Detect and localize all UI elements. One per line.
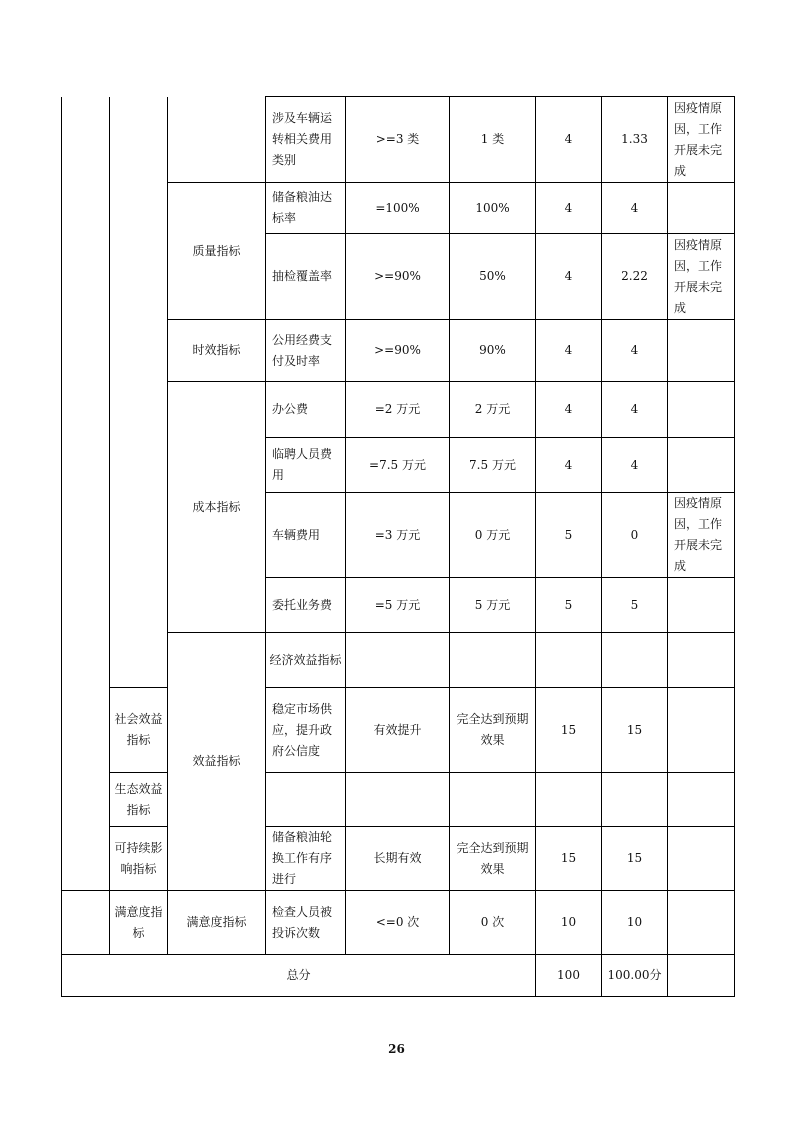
target-value: >=90%: [346, 320, 450, 382]
timeliness-indicator-label: 时效指标: [168, 320, 266, 382]
level1-cell-continued: [62, 97, 110, 891]
deviation-reason: 因疫情原因，工作开展未完成: [668, 493, 735, 578]
score-value: 0: [602, 493, 668, 578]
metric-name: 储备粮油轮换工作有序进行: [266, 827, 346, 891]
metric-name: [266, 773, 346, 827]
target-value: 有效提升: [346, 688, 450, 773]
metric-name: 检查人员被投诉次数: [266, 891, 346, 955]
total-weight: 100: [536, 955, 602, 997]
weight-value: 4: [536, 234, 602, 320]
score-value: [602, 773, 668, 827]
metric-name: 公用经费支付及时率: [266, 320, 346, 382]
metric-name: 稳定市场供应，提升政府公信度: [266, 688, 346, 773]
score-value: 2.22: [602, 234, 668, 320]
target-value: >=90%: [346, 234, 450, 320]
weight-value: 4: [536, 382, 602, 438]
actual-value: 90%: [450, 320, 536, 382]
actual-value: 0 次: [450, 891, 536, 955]
cost-indicator-label: 成本指标: [168, 382, 266, 633]
weight-value: 10: [536, 891, 602, 955]
actual-value: 7.5 万元: [450, 438, 536, 493]
score-value: 5: [602, 578, 668, 633]
level3-cell-continued: [168, 97, 266, 183]
deviation-reason: 因疫情原因，工作开展未完成: [668, 234, 735, 320]
weight-value: 15: [536, 688, 602, 773]
table-row: [62, 773, 735, 827]
target-value: =5 万元: [346, 578, 450, 633]
actual-value: 1 类: [450, 97, 536, 183]
deviation-reason: [668, 891, 735, 955]
metric-name: 办公费: [266, 382, 346, 438]
actual-value: 5 万元: [450, 578, 536, 633]
sub-indicator-label: 满意度指标: [168, 891, 266, 955]
sub-indicator-label: 社会效益指标: [110, 688, 168, 773]
score-value: 15: [602, 827, 668, 891]
metric-name: [346, 633, 450, 688]
target-value: <=0 次: [346, 891, 450, 955]
weight-value: [536, 773, 602, 827]
table-row: [62, 827, 735, 891]
weight-value: 4: [536, 183, 602, 234]
metric-name: 涉及车辆运转相关费用类别: [266, 97, 346, 183]
actual-value: 完全达到预期效果: [450, 688, 536, 773]
table-row: [62, 891, 735, 955]
score-value: 4: [602, 382, 668, 438]
weight-value: 4: [536, 320, 602, 382]
table-row: [62, 97, 735, 183]
weight-value: [602, 633, 668, 688]
sub-indicator-label: 经济效益指标: [266, 633, 346, 688]
metric-name: 抽检覆盖率: [266, 234, 346, 320]
score-value: 4: [602, 183, 668, 234]
score-value: 15: [602, 688, 668, 773]
total-score: 100.00分: [602, 955, 668, 997]
table-row: [62, 688, 735, 773]
sub-indicator-label: 可持续影响指标: [110, 827, 168, 891]
page-number: 26: [388, 1042, 405, 1056]
benefit-indicator-label: 效益指标: [168, 633, 266, 891]
deviation-reason: [668, 578, 735, 633]
target-value: [450, 633, 536, 688]
target-value: =3 万元: [346, 493, 450, 578]
deviation-reason: [668, 183, 735, 234]
actual-value: [450, 773, 536, 827]
level1-cell-empty: [62, 891, 110, 955]
performance-table: [61, 96, 735, 997]
deviation-reason: [668, 688, 735, 773]
total-label: 总分: [62, 955, 536, 997]
actual-value: 2 万元: [450, 382, 536, 438]
target-value: 长期有效: [346, 827, 450, 891]
deviation-reason: [668, 382, 735, 438]
target-value: =7.5 万元: [346, 438, 450, 493]
score-value: 10: [602, 891, 668, 955]
score-value: [668, 633, 735, 688]
weight-value: 4: [536, 97, 602, 183]
level2-cell-continued: [110, 97, 168, 688]
satisfaction-indicator-label: 满意度指标: [110, 891, 168, 955]
weight-value: 5: [536, 493, 602, 578]
actual-value: [536, 633, 602, 688]
actual-value: 50%: [450, 234, 536, 320]
actual-value: 100%: [450, 183, 536, 234]
deviation-reason: [668, 773, 735, 827]
quality-indicator-label: 质量指标: [168, 183, 266, 320]
weight-value: 4: [536, 438, 602, 493]
actual-value: 0 万元: [450, 493, 536, 578]
deviation-reason: [668, 320, 735, 382]
target-value: =100%: [346, 183, 450, 234]
metric-name: 车辆费用: [266, 493, 346, 578]
score-value: 4: [602, 320, 668, 382]
deviation-reason: 因疫情原因，工作开展未完成: [668, 97, 735, 183]
weight-value: 5: [536, 578, 602, 633]
deviation-reason: [668, 827, 735, 891]
metric-name: 储备粮油达标率: [266, 183, 346, 234]
score-value: 1.33: [602, 97, 668, 183]
actual-value: 完全达到预期效果: [450, 827, 536, 891]
total-row: [62, 955, 735, 997]
target-value: =2 万元: [346, 382, 450, 438]
metric-name: 临聘人员费用: [266, 438, 346, 493]
target-value: >=3 类: [346, 97, 450, 183]
score-value: 4: [602, 438, 668, 493]
deviation-reason: [668, 438, 735, 493]
sub-indicator-label: 生态效益指标: [110, 773, 168, 827]
metric-name: 委托业务费: [266, 578, 346, 633]
target-value: [346, 773, 450, 827]
total-reason: [668, 955, 735, 997]
weight-value: 15: [536, 827, 602, 891]
